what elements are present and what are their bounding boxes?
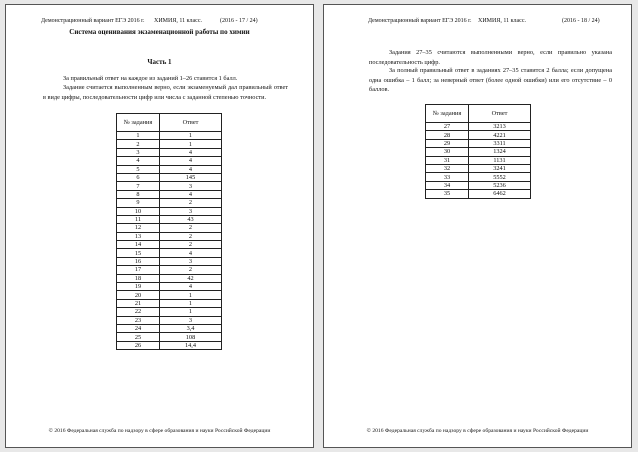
answer-cell: 43	[160, 215, 222, 223]
table-row	[426, 123, 531, 131]
column-header-answer: Ответ	[469, 105, 531, 123]
table-row	[117, 249, 222, 257]
table-header-row	[426, 105, 531, 123]
task-number-cell: 5	[117, 165, 160, 173]
answer-cell: 1	[160, 291, 222, 299]
task-number-cell: 6	[117, 173, 160, 181]
answer-cell: 5552	[469, 173, 531, 181]
table-row	[117, 341, 222, 349]
answer-cell: 4	[160, 165, 222, 173]
table-row	[117, 232, 222, 240]
answer-cell: 145	[160, 173, 222, 181]
task-number-cell: 18	[117, 274, 160, 282]
task-number-cell: 14	[117, 241, 160, 249]
scoring-paragraph-3: Задания 27–35 считаются выполненными верно, если правильно указана последовательность цифр.	[369, 49, 612, 66]
table-row	[117, 182, 222, 190]
answer-cell: 5236	[469, 181, 531, 189]
answers-table-part2	[425, 104, 531, 199]
task-number-cell: 16	[117, 257, 160, 265]
answer-cell: 1	[160, 299, 222, 307]
table-row	[117, 241, 222, 249]
header-subject: ХИМИЯ, 11 класс.	[478, 18, 527, 24]
task-number-cell: 26	[117, 341, 160, 349]
answer-cell: 4	[160, 190, 222, 198]
table-row	[117, 165, 222, 173]
answer-cell: 2	[160, 199, 222, 207]
task-number-cell: 24	[117, 324, 160, 332]
table-row	[426, 190, 531, 198]
document-title: Система оценивания экзаменационной работы по химии	[69, 28, 250, 36]
answer-cell: 14,4	[160, 341, 222, 349]
left-page	[5, 4, 314, 448]
header-page-number: (2016 - 18 / 24)	[562, 18, 600, 24]
table-row	[117, 173, 222, 181]
answer-cell: 2	[160, 232, 222, 240]
answer-cell: 42	[160, 274, 222, 282]
scoring-paragraph-4: За полный правильный ответ в заданиях 27–35 ставится 2 балла; если допущена одна ошибка – 1 балл; за неверный ответ (более одной ошибки) или его отсутствие – 0 баллов.	[369, 67, 612, 93]
table-row	[117, 266, 222, 274]
table-row	[117, 148, 222, 156]
column-header-answer: Ответ	[160, 114, 222, 132]
task-number-cell: 30	[426, 148, 469, 156]
task-number-cell: 7	[117, 182, 160, 190]
answer-cell: 4221	[469, 131, 531, 139]
task-number-cell: 33	[426, 173, 469, 181]
table-row	[117, 333, 222, 341]
header-subject: ХИМИЯ, 11 класс.	[154, 18, 203, 24]
task-number-cell: 31	[426, 156, 469, 164]
table-row	[426, 139, 531, 147]
column-header-task: № задания	[117, 114, 160, 132]
header-page-number: (2016 - 17 / 24)	[220, 18, 258, 24]
right-page	[323, 4, 632, 448]
table-row	[117, 274, 222, 282]
answer-cell: 3311	[469, 139, 531, 147]
task-number-cell: 2	[117, 140, 160, 148]
task-number-cell: 20	[117, 291, 160, 299]
table-row	[426, 181, 531, 189]
table-row	[426, 131, 531, 139]
task-number-cell: 19	[117, 283, 160, 291]
answer-cell: 3213	[469, 123, 531, 131]
page-footer: © 2016 Федеральная служба по надзору в сфере образования и науки Российской Федерации	[366, 428, 589, 434]
table-row	[426, 164, 531, 172]
task-number-cell: 28	[426, 131, 469, 139]
table-row	[117, 224, 222, 232]
table-row	[117, 140, 222, 148]
table-row	[426, 173, 531, 181]
task-number-cell: 4	[117, 157, 160, 165]
table-row	[117, 291, 222, 299]
table-row	[426, 156, 531, 164]
table-row	[117, 132, 222, 140]
answer-cell: 4	[160, 157, 222, 165]
task-number-cell: 9	[117, 199, 160, 207]
answer-cell: 1	[160, 308, 222, 316]
table-row	[117, 215, 222, 223]
task-number-cell: 27	[426, 123, 469, 131]
task-number-cell: 15	[117, 249, 160, 257]
answer-cell: 1	[160, 140, 222, 148]
table-row	[117, 207, 222, 215]
answer-cell: 3	[160, 257, 222, 265]
answer-cell: 4	[160, 249, 222, 257]
answer-cell: 3	[160, 316, 222, 324]
column-header-task: № задания	[426, 105, 469, 123]
answer-cell: 1324	[469, 148, 531, 156]
header-variant: Демонстрационный вариант ЕГЭ 2016 г.	[41, 18, 145, 24]
answer-cell: 6462	[469, 190, 531, 198]
task-number-cell: 17	[117, 266, 160, 274]
answer-cell: 3	[160, 207, 222, 215]
answer-cell: 1	[160, 132, 222, 140]
answer-cell: 3	[160, 182, 222, 190]
scoring-paragraph-1: За правильный ответ на каждое из заданий 1–26 ставится 1 балл.	[63, 75, 238, 82]
answer-cell: 4	[160, 283, 222, 291]
answers-table-part1	[116, 113, 222, 350]
answer-cell: 2	[160, 266, 222, 274]
answer-cell: 2	[160, 224, 222, 232]
answer-cell: 3241	[469, 164, 531, 172]
task-number-cell: 25	[117, 333, 160, 341]
task-number-cell: 8	[117, 190, 160, 198]
table-row	[117, 316, 222, 324]
task-number-cell: 23	[117, 316, 160, 324]
task-number-cell: 1	[117, 132, 160, 140]
task-number-cell: 35	[426, 190, 469, 198]
answer-cell: 108	[160, 333, 222, 341]
task-number-cell: 34	[426, 181, 469, 189]
task-number-cell: 3	[117, 148, 160, 156]
table-row	[117, 190, 222, 198]
table-row	[117, 257, 222, 265]
table-header-row	[117, 114, 222, 132]
table-row	[117, 324, 222, 332]
page-footer: © 2016 Федеральная служба по надзору в сфере образования и науки Российской Федерации	[48, 428, 271, 434]
header-variant: Демонстрационный вариант ЕГЭ 2016 г.	[368, 18, 472, 24]
answer-cell: 1131	[469, 156, 531, 164]
task-number-cell: 32	[426, 164, 469, 172]
task-number-cell: 10	[117, 207, 160, 215]
task-number-cell: 21	[117, 299, 160, 307]
table-row	[117, 308, 222, 316]
task-number-cell: 22	[117, 308, 160, 316]
answer-cell: 3,4	[160, 324, 222, 332]
part-title: Часть 1	[147, 58, 172, 66]
task-number-cell: 12	[117, 224, 160, 232]
table-row	[426, 148, 531, 156]
answer-cell: 4	[160, 148, 222, 156]
scoring-paragraph-2: Задание считается выполненным верно, если экзаменуемый дал правильный ответ в виде цифры, последовательности цифр или числа с заданной степенью точности.	[43, 84, 288, 101]
table-row	[117, 283, 222, 291]
task-number-cell: 29	[426, 139, 469, 147]
answer-cell: 2	[160, 241, 222, 249]
task-number-cell: 13	[117, 232, 160, 240]
table-row	[117, 199, 222, 207]
table-row	[117, 299, 222, 307]
table-row	[117, 157, 222, 165]
task-number-cell: 11	[117, 215, 160, 223]
